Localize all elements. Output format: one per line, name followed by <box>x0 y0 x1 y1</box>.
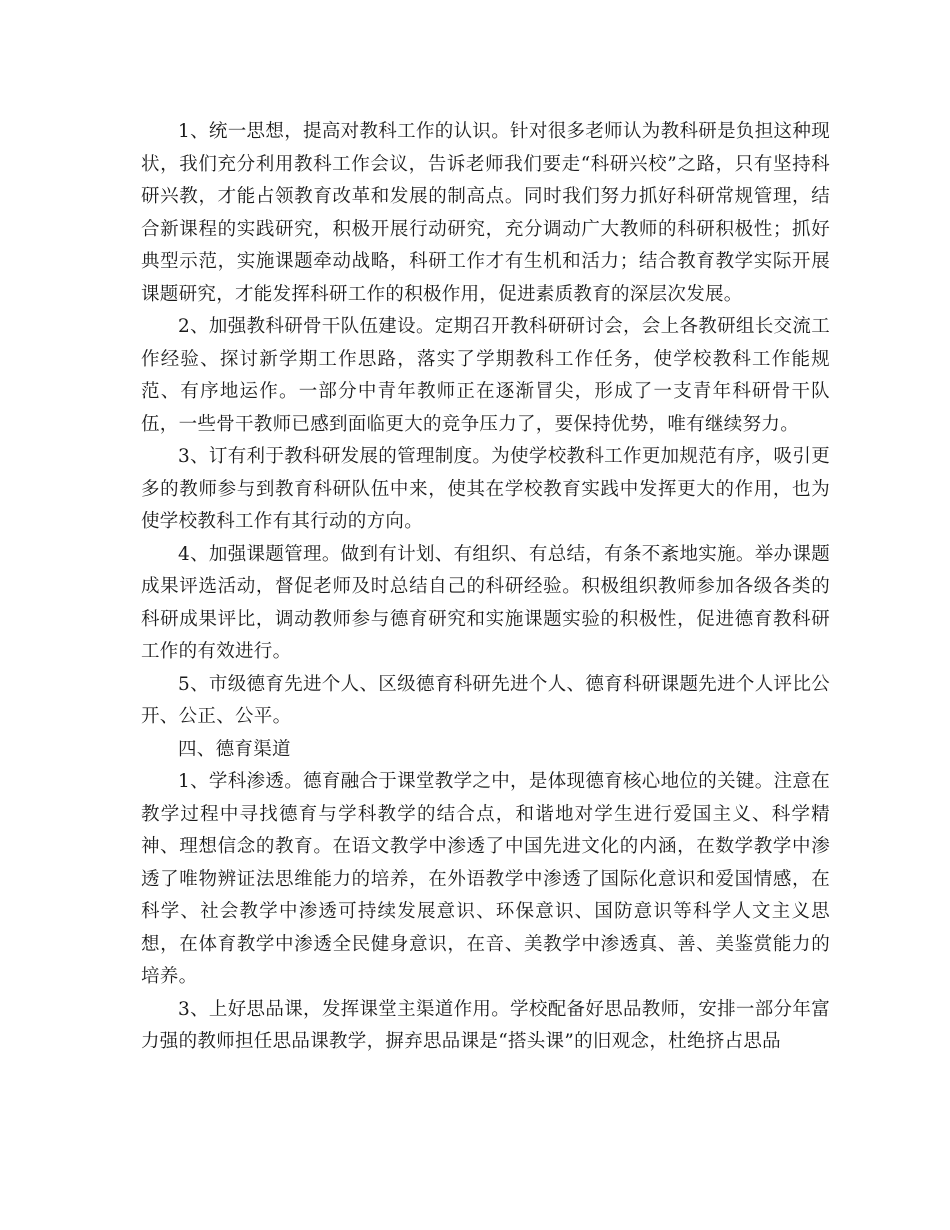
paragraph-4: 4、加强课题管理。做到有计划、有组织、有总结，有条不紊地实施。举办课题成果评选活动，督促老师及时总结自己的科研经验。积极组织教师参加各级各类的科研成果评比，调动教师参与德育研究和实施课题实验的积极性，促进德育教科研工作的有效进行。 <box>141 543 830 662</box>
paragraph-2: 2、加强教科研骨干队伍建设。定期召开教科研研讨会，会上各教研组长交流工作经验、探讨新学期工作思路，落实了学期教科工作任务，使学校教科工作能规范、有序地运作。一部分中青年教师正在逐渐冒尖，形成了一支青年科研骨干队伍，一些骨干教师已感到面临更大的竞争压力了，要保持优势，唯有继续努力。 <box>141 316 830 435</box>
paragraph-5: 5、市级德育先进个人、区级德育科研先进个人、德育科研课题先进个人评比公开、公正、公平。 <box>141 673 830 727</box>
paragraph-3: 3、订有利于教科研发展的管理制度。为使学校教科工作更加规范有序，吸引更多的教师参与到教育科研队伍中来，使其在学校教育实践中发挥更大的作用，也为使学校教科工作有其行动的方向。 <box>141 446 830 532</box>
section-heading: 四、德育渠道 <box>178 738 291 760</box>
paragraph-6: 1、学科渗透。德育融合于课堂教学之中，是体现德育核心地位的关键。注意在教学过程中寻找德育与学科教学的结合点，和谐地对学生进行爱国主义、科学精神、理想信念的教育。在语文教学中渗透了中国先进文化的内涵，在数学教学中渗透了唯物辨证法思维能力的培养，在外语教学中渗透了国际化意识和爱国情感，在科学、社会教学中渗透可持续发展意识、环保意识、国防意识等科学人文主义思想，在体育教学中渗透全民健身意识，在音、美教学中渗透真、善、美鉴赏能力的培养。 <box>141 771 830 987</box>
paragraph-1: 1、统一思想，提高对教科工作的认识。针对很多老师认为教科研是负担这种现状，我们充分利用教科工作会议，告诉老师我们要走“科研兴校”之路，只有坚持科研兴教，才能占领教育改革和发展的制高点。同时我们努力抓好科研常规管理，结合新课程的实践研究，积极开展行动研究，充分调动广大教师的科研积极性；抓好典型示范，实施课题牵动战略，科研工作才有生机和活力；结合教育教学实际开展课题研究，才能发挥科研工作的积极作用，促进素质教育的深层次发展。 <box>141 121 830 305</box>
paragraph-7: 3、上好思品课，发挥课堂主渠道作用。学校配备好思品教师，安排一部分年富力强的教师担任思品课教学，摒弃思品课是“搭头课”的旧观念，杜绝挤占思品 <box>141 998 830 1052</box>
